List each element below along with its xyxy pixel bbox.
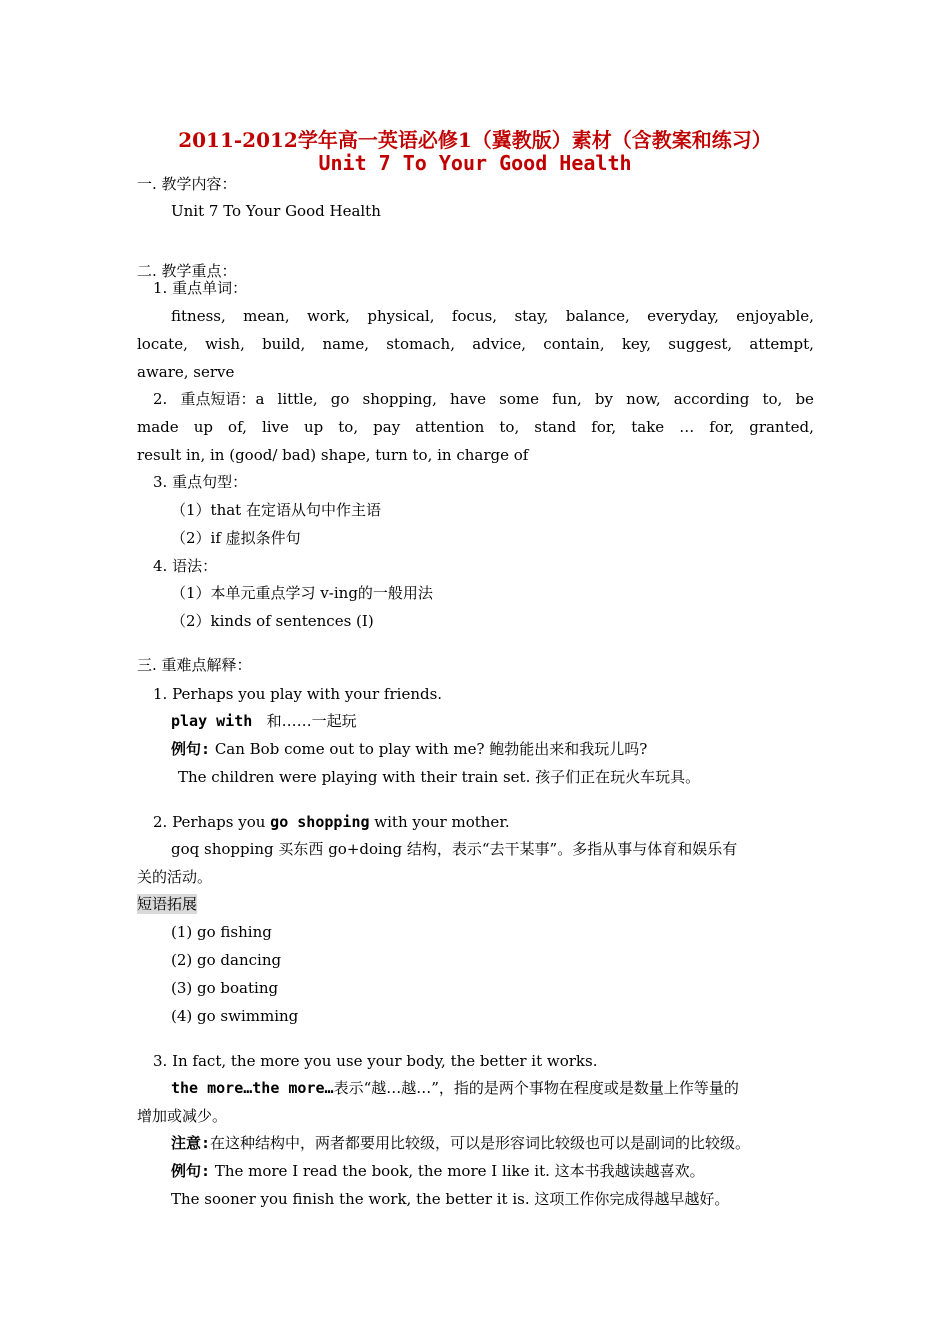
phrase-item: (2) go dancing [171,951,282,969]
token: of, [228,418,247,436]
token: name, [322,335,369,353]
key-words-label: 1. 重点单词： [153,279,248,297]
note-label: 注意: [171,1134,211,1152]
token: go [330,390,350,408]
token: stand [534,418,577,436]
key-phrases-row: result in, in (good/ bad) shape, turn to, in charge of [137,446,529,464]
token: up [193,418,213,436]
key-term: go shopping [270,813,370,831]
sentence-pattern-item: （2）if 虚拟条件句 [171,529,301,547]
point-1-sentence: 1. Perhaps you play with your friends. [153,685,443,703]
token: pay [373,418,401,436]
point-3-example [171,1161,705,1181]
phrase-item: (1) go fishing [171,923,272,941]
grammar-label: 4. 语法： [153,557,218,575]
token: stay, [514,307,549,325]
token: little, [277,390,318,408]
section-3-heading: 三. 重难点解释： [137,656,252,674]
phrase-item: (3) go boating [171,979,279,997]
token: to, [499,418,520,436]
token: according [673,390,750,408]
point-3-sentence: 3. In fact, the more you use your body, the better it works. [153,1052,598,1070]
point-2-sentence [153,812,510,832]
example-label: 例句: [171,1162,211,1180]
token: attempt, [749,335,814,353]
token: build, [262,335,306,353]
key-words-row: aware, serve [137,363,235,381]
token: to, [762,390,783,408]
token: have [450,390,487,408]
token: to, [338,418,359,436]
token: locate, [137,335,188,353]
token: made [137,418,179,436]
token: suggest, [668,335,733,353]
key-phrases-row [153,389,814,409]
note-text: 在这种结构中，两者都要用比较级，可以是形容词比较级也可以是副词的比较级。 [210,1134,751,1152]
key-term: the more…the more… [171,1079,334,1097]
phrase-item: (4) go swimming [171,1007,299,1025]
token: advice, [472,335,527,353]
token: for, [591,418,617,436]
token: some [499,390,539,408]
token: work, [307,307,350,325]
sentence-pattern-item: （1）that 在定语从句中作主语 [171,501,381,519]
point-2-explanation: goq shopping 买东西 go+doing 结构，表示“去干某事”。多指从事与体育和娱乐有 [171,840,738,858]
section-1-heading: 一. 教学内容： [137,175,237,193]
token: shopping, [362,390,437,408]
token: for, [709,418,735,436]
token: now, [626,390,661,408]
token: take [631,418,665,436]
sentence-part: 2. Perhaps you [153,813,266,831]
term-meaning: 和……一起玩 [266,712,357,730]
point-3-explanation [171,1078,739,1098]
point-1-example [171,739,647,759]
example-text: The more I read the book, the more I like it. 这本书我越读越喜欢。 [214,1162,705,1180]
token: contain, [543,335,605,353]
grammar-item: （2）kinds of sentences (I) [171,612,374,630]
token: key, [621,335,652,353]
point-3-note [171,1133,750,1153]
token: wish, [205,335,245,353]
section-1-content: Unit 7 To Your Good Health [171,202,381,220]
key-sentences-label: 3. 重点句型： [153,473,248,491]
token: … [679,418,695,436]
example-text: Can Bob come out to play with me? 鲍勃能出来和我玩儿吗? [214,740,648,758]
grammar-item: （1）本单元重点学习 v-ing的一般用法 [171,584,433,602]
example-label: 例句: [171,740,211,758]
token: by [594,390,613,408]
token: focus, [451,307,498,325]
token: enjoyable, [736,307,814,325]
token: attention [415,418,485,436]
token: 2. [153,390,168,408]
section-2-heading: 二. 教学重点： [137,262,237,280]
token: 重点短语：a [180,390,265,408]
point-2-explanation: 关的活动。 [137,868,213,886]
point-3-explanation: 增加或减少。 [137,1107,228,1125]
key-words-row [171,306,814,326]
point-1-explanation [171,711,357,731]
token: mean, [243,307,290,325]
document-title: 2011-2012学年高一英语必修1（冀教版）素材（含教案和练习） [178,128,772,152]
explanation-text: 表示“越…越…”，指的是两个事物在程度或是数量上作等量的 [333,1079,739,1097]
sentence-part: with your mother. [374,813,510,831]
token: live [261,418,289,436]
document-subtitle: Unit 7 To Your Good Health [318,151,632,175]
key-term: play with [171,712,253,730]
token: fun, [552,390,582,408]
token: granted, [749,418,814,436]
token: balance, [565,307,630,325]
point-3-example: The sooner you finish the work, the better it is. 这项工作你完成得越早越好。 [171,1190,730,1208]
token: everyday, [647,307,719,325]
point-1-example: The children were playing with their train set. 孩子们正在玩火车玩具。 [178,768,701,786]
token: physical, [367,307,435,325]
token: fitness, [171,307,226,325]
key-words-row [137,334,814,354]
token: up [303,418,324,436]
phrase-extension-label: 短语拓展 [137,895,198,913]
key-phrases-row [137,417,814,437]
token: stomach, [386,335,455,353]
token: be [795,390,814,408]
